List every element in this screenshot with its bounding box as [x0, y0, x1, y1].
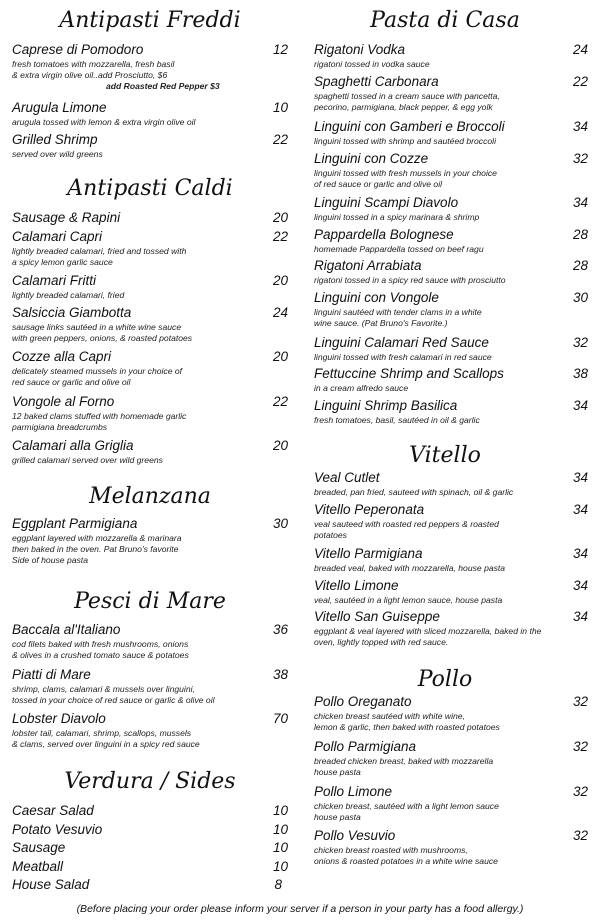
item-name: Cozze alla Capri	[12, 349, 112, 364]
item-name: Caesar Salad	[12, 803, 94, 818]
item-price: 34	[572, 470, 588, 485]
item-price: 30	[272, 516, 288, 531]
item-description: in a cream alfredo sauce	[314, 383, 409, 393]
section-title-melanzana: Melanzana	[89, 484, 211, 509]
item-description: linguini tossed with fresh calamari in red sauce	[314, 352, 492, 362]
item-description: rigatoni tossed in a spicy red sauce with prosciutto	[314, 275, 506, 285]
item-price: 10	[272, 100, 288, 115]
item-price: 28	[572, 227, 588, 242]
item-price: 32	[572, 335, 588, 350]
item-description: eggplant layered with mozzarella & marinara then baked in the oven. Pat Bruno's favorite Side of house pasta	[12, 533, 182, 565]
item-description: arugula tossed with lemon & extra virgin olive oil	[12, 117, 196, 127]
menu-item	[12, 210, 288, 227]
item-description: veal, sautéed in a light lemon sauce, house pasta	[314, 595, 503, 605]
item-description: breaded veal, baked with mozzarella, house pasta	[314, 563, 506, 573]
item-name: Linguini Scampi Diavolo	[314, 195, 459, 210]
menu-item	[314, 470, 588, 498]
item-name: Rigatoni Vodka	[314, 42, 406, 57]
menu-item	[12, 349, 288, 388]
item-name: Baccala al'Italiano	[12, 622, 121, 637]
item-description: served over wild greens	[12, 149, 103, 159]
section-title-pesci-di-mare: Pesci di Mare	[74, 589, 226, 614]
menu-item	[314, 195, 588, 223]
item-description: chicken breast sautéed with white wine, lemon & garlic, then baked with roasted potatoes	[314, 711, 500, 732]
menu-item	[12, 394, 288, 433]
menu-item	[12, 132, 288, 160]
item-price: 32	[572, 828, 588, 843]
item-name: Grilled Shrimp	[12, 132, 98, 147]
item-name: Veal Cutlet	[314, 470, 380, 485]
item-name: Potato Vesuvio	[12, 822, 103, 837]
menu-item	[314, 366, 588, 394]
item-price: 30	[572, 290, 588, 305]
menu-item	[314, 694, 588, 733]
item-description: chicken breast, sautéed with a light lemon sauce house pasta	[314, 801, 499, 822]
menu-item	[12, 840, 288, 857]
item-price: 34	[572, 546, 588, 561]
item-price: 12	[272, 42, 288, 57]
item-price: 34	[572, 398, 588, 413]
item-name: Pollo Limone	[314, 784, 393, 799]
menu-item	[314, 335, 588, 363]
item-description: linguini tossed with fresh mussels in your choice of red sauce or garlic and olive oil	[314, 168, 497, 189]
item-price: 10	[272, 803, 288, 818]
item-price: 22	[272, 394, 288, 409]
item-description: homemade Pappardella tossed on beef ragu	[314, 244, 484, 254]
item-description: eggplant & veal layered with sliced mozzarella, baked in the oven, lightly topped with red sauce.	[314, 626, 542, 647]
item-price: 32	[572, 784, 588, 799]
item-description: delicately steamed mussels in your choice of red sauce or garlic and olive oil	[12, 366, 183, 387]
item-description: cod filets baked with fresh mushrooms, onions & olives in a crushed tomato sauce & potatoes	[12, 639, 189, 660]
item-name: Vitello Limone	[314, 578, 399, 593]
item-description: lightly breaded calamari, fried and tossed with a spicy lemon garlic sauce	[12, 246, 187, 267]
section-title-verdura-sides: Verdura / Sides	[64, 769, 236, 794]
menu-item	[314, 578, 588, 606]
item-name: Calamari alla Griglia	[12, 438, 134, 453]
item-description: 12 baked clams stuffed with homemade garlic parmigiana breadcrumbs	[12, 411, 187, 432]
item-name: Pappardella Bolognese	[314, 227, 454, 242]
item-name: Sausage & Rapini	[12, 210, 121, 225]
item-price: 20	[272, 438, 288, 453]
menu-item	[314, 74, 588, 113]
section-title-antipasti-caldi: Antipasti Caldi	[67, 176, 233, 201]
item-price: 28	[572, 258, 588, 273]
item-price: 22	[272, 229, 288, 244]
item-name: Calamari Fritti	[12, 273, 97, 288]
item-name: Salsiccia Giambotta	[12, 305, 132, 320]
item-description: grilled calamari served over wild greens	[12, 455, 163, 465]
item-price: 32	[572, 151, 588, 166]
item-price: 22	[272, 132, 288, 147]
item-price: 34	[572, 578, 588, 593]
item-description: lightly breaded calamari, fried	[12, 290, 125, 300]
item-price: 24	[572, 42, 588, 57]
item-price: 10	[272, 822, 288, 837]
item-description: sausage links sautéed in a white wine sauce with green peppers, onions, & roasted potatoes	[12, 322, 193, 343]
item-name: Spaghetti Carbonara	[314, 74, 439, 89]
item-price: 38	[572, 366, 588, 381]
item-name: Vitello Peperonata	[314, 502, 425, 517]
item-extra: add Roasted Red Pepper $3	[106, 81, 220, 91]
menu-item	[314, 739, 588, 778]
item-price: 22	[572, 74, 588, 89]
item-name: Eggplant Parmigiana	[12, 516, 138, 531]
item-price: 20	[272, 273, 288, 288]
item-description: linguini tossed with shrimp and sautéed broccoli	[314, 136, 497, 146]
menu-item	[314, 502, 588, 541]
item-name: Rigatoni Arrabiata	[314, 258, 422, 273]
menu-item	[314, 258, 588, 286]
item-name: Fettuccine Shrimp and Scallops	[314, 366, 504, 381]
item-description: veal sauteed with roasted red peppers & roasted potatoes	[314, 519, 499, 540]
item-description: breaded chicken breast, baked with mozzarella house pasta	[314, 756, 494, 777]
menu-item	[314, 227, 588, 255]
menu-item	[12, 667, 288, 706]
menu-item	[314, 42, 588, 70]
menu-item	[12, 100, 288, 128]
item-description: fresh tomatoes with mozzarella, fresh basil & extra virgin olive oil..add Prosciutto, $6	[12, 59, 175, 80]
menu-item	[12, 42, 288, 92]
menu-item	[12, 803, 288, 820]
menu-item	[12, 877, 288, 894]
item-name: Linguini con Cozze	[314, 151, 429, 166]
section-title-pasta-di-casa: Pasta di Casa	[370, 8, 520, 33]
menu-item	[12, 305, 288, 344]
item-name: Sausage	[12, 840, 66, 855]
section-title-antipasti-freddi: Antipasti Freddi	[59, 8, 241, 33]
item-name: Meatball	[12, 859, 64, 874]
item-price: 34	[572, 119, 588, 134]
menu-item	[12, 273, 288, 301]
menu-item	[314, 398, 588, 426]
item-price: 36	[272, 622, 288, 637]
item-name: Vongole al Forno	[12, 394, 115, 409]
item-name: Lobster Diavolo	[12, 711, 106, 726]
menu-item	[12, 859, 288, 876]
item-name: Pollo Oreganato	[314, 694, 412, 709]
menu-item	[12, 438, 288, 466]
section-title-pollo: Pollo	[417, 667, 473, 692]
menu-item	[12, 822, 288, 839]
item-name: Caprese di Pomodoro	[12, 42, 144, 57]
item-name: Vitello San Guiseppe	[314, 609, 440, 624]
item-description: linguini tossed in a spicy marinara & shrimp	[314, 212, 480, 222]
item-name: Arugula Limone	[12, 100, 107, 115]
item-name: Linguini con Vongole	[314, 290, 439, 305]
item-name: Linguini con Gamberi e Broccoli	[314, 119, 505, 134]
menu-item	[314, 546, 588, 574]
item-description: spaghetti tossed in a cream sauce with pancetta, pecorino, parmigiana, black pepper, & egg yolk	[314, 91, 500, 112]
item-name: Piatti di Mare	[12, 667, 91, 682]
item-price: 38	[272, 667, 288, 682]
item-price: 8	[274, 877, 282, 892]
item-name: Vitello Parmigiana	[314, 546, 423, 561]
menu-item	[12, 622, 288, 661]
item-name: Linguini Calamari Red Sauce	[314, 335, 489, 350]
item-price: 34	[572, 502, 588, 517]
item-name: Linguini Shrimp Basilica	[314, 398, 458, 413]
item-description: fresh tomatoes, basil, sautéed in oil & garlic	[314, 415, 480, 425]
menu-item	[12, 711, 288, 750]
menu-item	[12, 516, 288, 566]
item-description: shrimp, clams, calamari & mussels over linguini, tossed in your choice of red sauce or garlic & olive oil	[12, 684, 215, 705]
item-name: Pollo Parmigiana	[314, 739, 417, 754]
item-price: 20	[272, 210, 288, 225]
item-description: linguini sautéed with tender clams in a white wine sauce. (Pat Bruno's Favorite.)	[314, 307, 482, 328]
menu-item	[314, 784, 588, 823]
item-price: 34	[572, 609, 588, 624]
allergy-notice: (Before placing your order please inform your server if a person in your party has a food allergy.)	[76, 903, 524, 915]
item-description: chicken breast roasted with mushrooms, onions & roasted potatoes in a white wine sauce	[314, 845, 498, 866]
menu-item	[314, 151, 588, 190]
menu-item	[314, 828, 588, 867]
item-price: 20	[272, 349, 288, 364]
item-price: 32	[572, 739, 588, 754]
item-name: Pollo Vesuvio	[314, 828, 396, 843]
item-name: Calamari Capri	[12, 229, 103, 244]
item-price: 10	[272, 840, 288, 855]
item-price: 70	[272, 711, 288, 726]
menu-item	[314, 290, 588, 329]
item-description: lobster tail, calamari, shrimp, scallops, mussels & clams, served over linguini in a spicy red sauce	[12, 728, 200, 749]
section-title-vitello: Vitello	[409, 443, 481, 468]
menu-item	[12, 229, 288, 268]
item-description: breaded, pan fried, sauteed with spinach, oil & garlic	[314, 487, 514, 497]
item-price: 34	[572, 195, 588, 210]
item-name: House Salad	[12, 877, 90, 892]
item-price: 24	[272, 305, 288, 320]
item-price: 10	[272, 859, 288, 874]
item-description: rigatoni tossed in vodka sauce	[314, 59, 430, 69]
menu-item	[314, 119, 588, 147]
menu-item	[314, 609, 588, 648]
item-price: 32	[572, 694, 588, 709]
